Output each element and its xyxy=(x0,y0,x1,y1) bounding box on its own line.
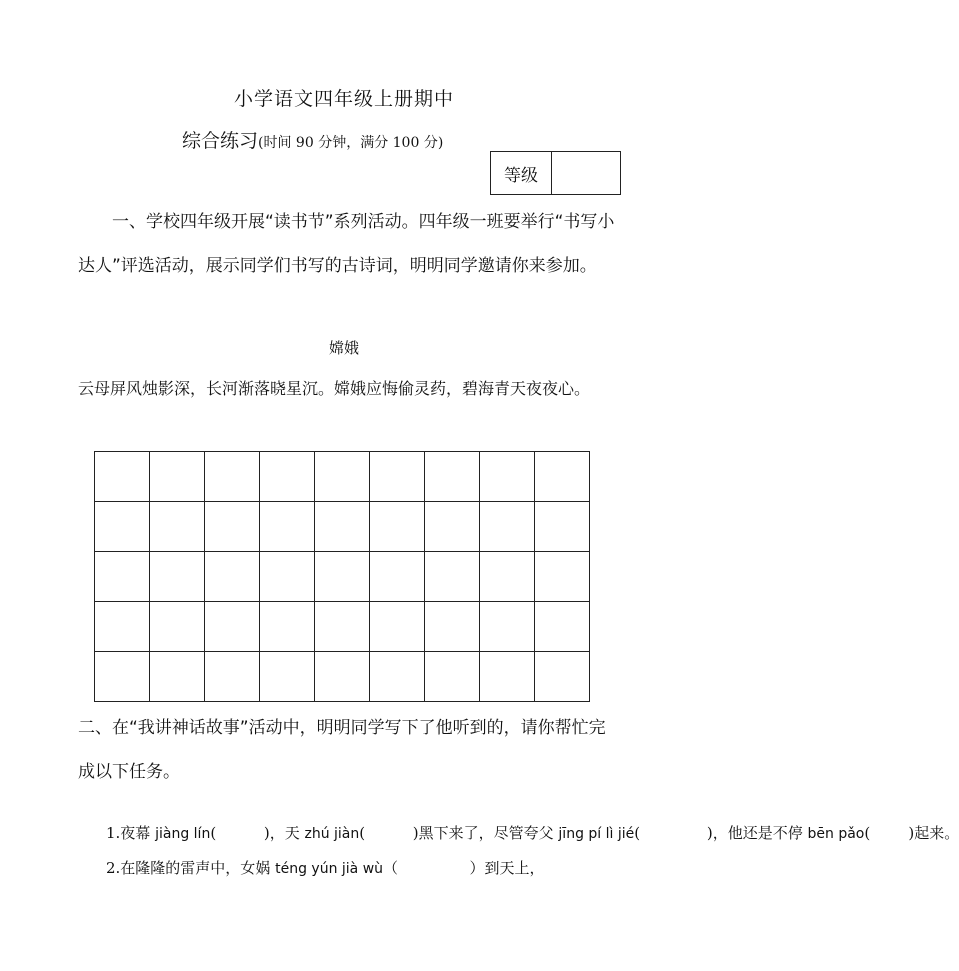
grid-cell[interactable] xyxy=(480,452,535,502)
q1-pinyin-a: jiàng lín xyxy=(155,826,211,842)
grid-cell[interactable] xyxy=(205,602,260,652)
grid-cell[interactable] xyxy=(95,652,150,702)
grid-cell[interactable] xyxy=(205,552,260,602)
q1-pinyin-b: zhú jiàn xyxy=(304,826,360,842)
q2-pinyin-a: téng yún jià wù xyxy=(275,861,384,877)
grid-cell[interactable] xyxy=(425,502,480,552)
grid-cell[interactable] xyxy=(480,502,535,552)
q2-blank-a[interactable]: （ ）到天上， xyxy=(383,859,545,877)
grade-box xyxy=(490,151,621,195)
q2-text-a: 2.在隆隆的雷声中，女娲 xyxy=(106,859,276,877)
grid-cell[interactable] xyxy=(205,452,260,502)
grid-cell[interactable] xyxy=(150,552,205,602)
grid-cell[interactable] xyxy=(535,652,590,702)
grid-cell[interactable] xyxy=(535,502,590,552)
grade-label: 等级 xyxy=(491,152,552,194)
grid-row xyxy=(95,452,590,502)
grid-cell[interactable] xyxy=(370,502,425,552)
page-subtitle xyxy=(182,126,443,153)
grid-row xyxy=(95,552,590,602)
grid-cell[interactable] xyxy=(425,652,480,702)
grid-cell[interactable] xyxy=(535,452,590,502)
grid-cell[interactable] xyxy=(150,652,205,702)
grid-cell[interactable] xyxy=(480,602,535,652)
grid-cell[interactable] xyxy=(260,602,315,652)
grid-cell[interactable] xyxy=(315,652,370,702)
grid-cell[interactable] xyxy=(535,602,590,652)
grid-row xyxy=(95,602,590,652)
grid-cell[interactable] xyxy=(95,452,150,502)
grid-cell[interactable] xyxy=(370,602,425,652)
q1-blank-a[interactable]: ( )，天 xyxy=(210,824,305,842)
section-2-instruction: 二、在“我讲神话故事”活动中，明明同学写下了他听到的，请你帮忙完成以下任务。 xyxy=(78,718,606,782)
grid-cell[interactable] xyxy=(150,502,205,552)
grid-cell[interactable] xyxy=(535,552,590,602)
grid-cell[interactable] xyxy=(260,552,315,602)
grid-cell[interactable] xyxy=(205,652,260,702)
grid-cell[interactable] xyxy=(315,502,370,552)
grade-value-cell[interactable] xyxy=(552,152,620,194)
grid-cell[interactable] xyxy=(425,602,480,652)
grid-cell[interactable] xyxy=(425,552,480,602)
grid-cell[interactable] xyxy=(370,552,425,602)
q1-blank-b[interactable]: ( )黑下来了，尽管夸父 xyxy=(359,824,559,842)
grid-cell[interactable] xyxy=(150,452,205,502)
grid-cell[interactable] xyxy=(370,652,425,702)
grid-cell[interactable] xyxy=(315,452,370,502)
grid-cell[interactable] xyxy=(480,652,535,702)
grid-cell[interactable] xyxy=(260,502,315,552)
grid-cell[interactable] xyxy=(260,652,315,702)
subtitle-main: 综合练习 xyxy=(182,130,259,152)
grid-cell[interactable] xyxy=(260,452,315,502)
q1-text-a: 1.夜幕 xyxy=(106,824,156,842)
grid-row xyxy=(95,652,590,702)
grid-cell[interactable] xyxy=(370,452,425,502)
poem-title: 嫦娥 xyxy=(328,339,359,357)
grid-cell[interactable] xyxy=(425,452,480,502)
q1-blank-c[interactable]: ( )，他还是不停 xyxy=(634,824,808,842)
grid-cell[interactable] xyxy=(95,502,150,552)
page-title: 小学语文四年级上册期中 xyxy=(233,88,454,110)
subtitle-note: (时间 90 分钟，满分 100 分) xyxy=(258,135,444,151)
grid-cell[interactable] xyxy=(315,552,370,602)
question-1 xyxy=(78,817,959,851)
grid-cell[interactable] xyxy=(480,552,535,602)
grid-cell[interactable] xyxy=(150,602,205,652)
grid-cell[interactable] xyxy=(95,552,150,602)
q1-blank-d[interactable]: ( )起来。 xyxy=(864,824,959,842)
section-1-instruction: 一、学校四年级开展“读书节”系列活动。四年级一班要举行“书写小达人”评选活动，展示同学们书写的古诗词，明明同学邀请你来参加。 xyxy=(78,212,615,276)
grid-cell[interactable] xyxy=(95,602,150,652)
poem-text: 云母屏风烛影深，长河渐落晓星沉。嫦娥应悔偷灵药，碧海青天夜夜心。 xyxy=(78,379,591,398)
question-2 xyxy=(78,852,618,886)
grid-cell[interactable] xyxy=(205,502,260,552)
grid-cell[interactable] xyxy=(315,602,370,652)
q1-pinyin-d: bēn pǎo xyxy=(807,826,865,842)
grid-row xyxy=(95,502,590,552)
writing-grid xyxy=(94,451,590,702)
q1-pinyin-c: jīng pí lì jié xyxy=(558,826,635,842)
